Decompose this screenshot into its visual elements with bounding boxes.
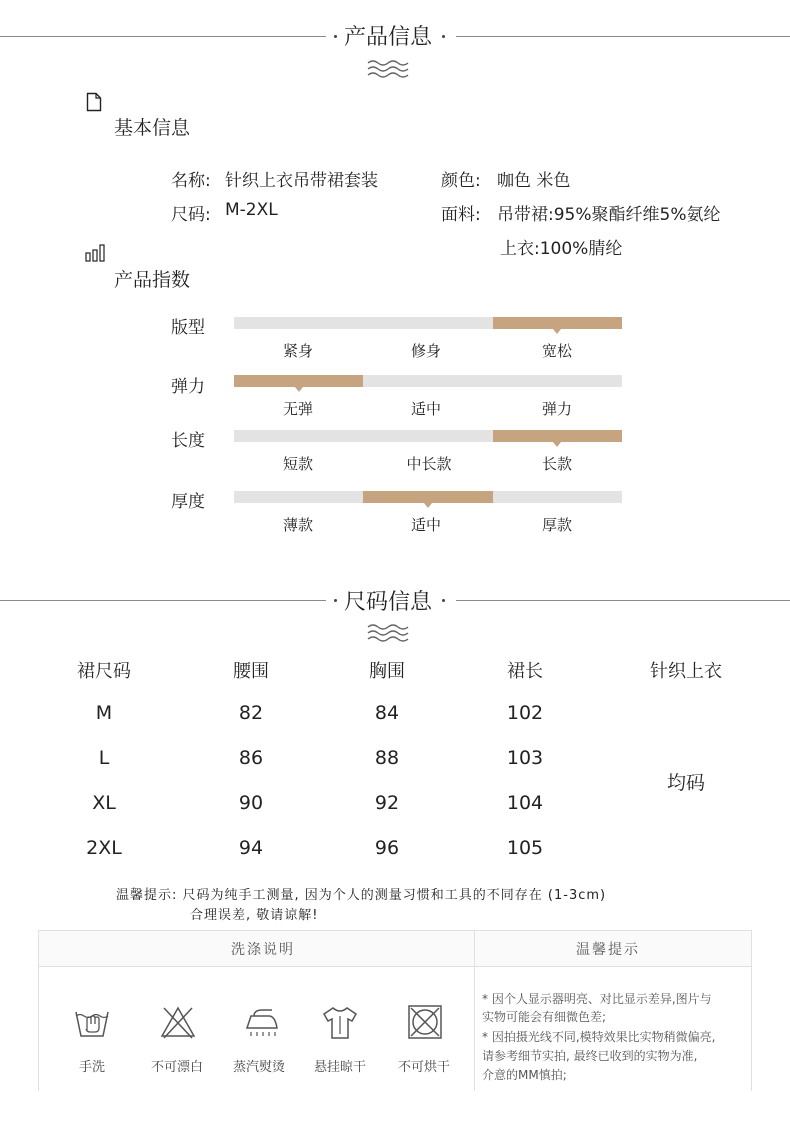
- fabric-value-line1: 吊带裙:95%聚酯纤维5%氨纶: [497, 205, 721, 225]
- document-icon: [86, 92, 102, 112]
- divider-right: [456, 600, 790, 601]
- index-option: 短款: [282, 455, 314, 473]
- index-marker: [553, 442, 561, 447]
- tips-title: 温馨提示: [576, 942, 640, 958]
- index-option: 修身: [410, 342, 442, 360]
- size-cell: 90: [238, 792, 264, 814]
- index-label: 弹力: [171, 377, 205, 397]
- divider-left: [0, 36, 326, 37]
- color-value: 咖色 米色: [497, 171, 571, 191]
- size-cell: 105: [506, 837, 544, 859]
- divider-dot: [442, 599, 445, 602]
- size-cell: 84: [374, 702, 400, 724]
- size-cell: M: [95, 702, 113, 724]
- size-cell: L: [98, 747, 110, 769]
- index-label: 厚度: [171, 492, 205, 512]
- size-table-header: 针织上衣: [650, 661, 722, 682]
- size-cell: 2XL: [86, 837, 122, 859]
- hand-wash-icon: [72, 1002, 112, 1042]
- size-cell: 86: [238, 747, 264, 769]
- color-label: 颜色:: [441, 171, 481, 191]
- size-table-header: 胸围: [369, 661, 405, 682]
- measure-notice-line1: 温馨提示: 尺码为纯手工测量, 因为个人的测量习惯和工具的不同存在 (1-3cm): [116, 888, 607, 903]
- index-label: 版型: [171, 318, 205, 338]
- no-bleach-icon: [158, 1002, 198, 1042]
- size-cell: 94: [238, 837, 264, 859]
- care-label: 手洗: [78, 1060, 106, 1075]
- size-cell: 104: [506, 792, 544, 814]
- size-cell: 103: [506, 747, 544, 769]
- care-label: 不可烘干: [397, 1060, 451, 1075]
- fabric-value-line2: 上衣:100%腈纶: [500, 239, 623, 259]
- tip-line: 介意的MM慎拍;: [482, 1068, 567, 1082]
- divider-dot: [442, 35, 445, 38]
- index-option: 弹力: [541, 400, 573, 418]
- wave-ornament: [367, 623, 411, 643]
- steam-iron-icon: [242, 1002, 282, 1042]
- index-label: 长度: [171, 431, 205, 451]
- index-option: 适中: [410, 516, 442, 534]
- bar-chart-icon: [85, 244, 105, 262]
- care-label: 不可漂白: [150, 1060, 204, 1075]
- index-bar-fill: [493, 430, 622, 442]
- wave-ornament: [367, 59, 411, 79]
- index-option: 无弹: [282, 400, 314, 418]
- product-index-heading: 产品指数: [114, 269, 191, 291]
- index-option: 紧身: [282, 342, 314, 360]
- top-size-value: 均码: [666, 772, 706, 794]
- size-cell: 102: [506, 702, 544, 724]
- index-option: 长款: [541, 455, 573, 473]
- care-label: 蒸汽熨烫: [232, 1060, 286, 1075]
- size-cell: 88: [374, 747, 400, 769]
- index-bar-fill: [363, 491, 492, 503]
- care-column-divider: [474, 931, 475, 1091]
- care-header-bg: [39, 931, 751, 967]
- size-table-header: 裙尺码: [77, 661, 131, 682]
- size-table-header: 腰围: [233, 661, 269, 682]
- divider-right: [456, 36, 790, 37]
- size-cell: 96: [374, 837, 400, 859]
- care-panel: [38, 930, 752, 1091]
- fabric-label: 面料:: [441, 205, 481, 225]
- index-bar-fill: [493, 317, 622, 329]
- index-marker: [553, 329, 561, 334]
- section-title-size: 尺码信息: [344, 590, 433, 615]
- index-option: 厚款: [541, 516, 573, 534]
- index-option: 中长款: [406, 455, 452, 473]
- no-tumble-dry-icon: [405, 1002, 445, 1042]
- basic-info-heading: 基本信息: [114, 117, 191, 139]
- index-option: 宽松: [541, 342, 573, 360]
- index-bar-fill: [234, 375, 363, 387]
- size-table-header: 裙长: [507, 661, 543, 682]
- index-bar: [234, 491, 622, 503]
- divider-left: [0, 600, 326, 601]
- index-bar: [234, 430, 622, 442]
- tip-line: 请参考细节实拍, 最终已收到的实物为准,: [482, 1049, 698, 1063]
- care-label: 悬挂晾干: [313, 1060, 367, 1075]
- measure-notice-line2: 合理误差, 敬请谅解!: [190, 908, 319, 923]
- index-marker: [295, 387, 303, 392]
- size-cell: XL: [92, 792, 116, 814]
- section-title-product: 产品信息: [344, 25, 433, 50]
- hang-dry-icon: [320, 1002, 360, 1042]
- index-bar: [234, 317, 622, 329]
- name-value: 针织上衣吊带裙套装: [225, 171, 378, 191]
- size-value: M-2XL: [225, 200, 278, 220]
- tip-line: * 因个人显示器明亮、对比显示差异,图片与: [482, 992, 712, 1006]
- index-option: 薄款: [282, 516, 314, 534]
- index-marker: [424, 503, 432, 508]
- size-label: 尺码:: [171, 205, 211, 225]
- index-bar: [234, 375, 622, 387]
- wash-instructions-title: 洗涤说明: [231, 942, 295, 958]
- tip-line: * 因拍摄光线不同,模特效果比实物稍微偏亮,: [482, 1030, 716, 1044]
- tip-line: 实物可能会有细微色差;: [482, 1010, 607, 1024]
- divider-dot: [334, 35, 337, 38]
- index-option: 适中: [410, 400, 442, 418]
- name-label: 名称:: [171, 171, 211, 191]
- size-cell: 82: [238, 702, 264, 724]
- divider-dot: [334, 599, 337, 602]
- size-cell: 92: [374, 792, 400, 814]
